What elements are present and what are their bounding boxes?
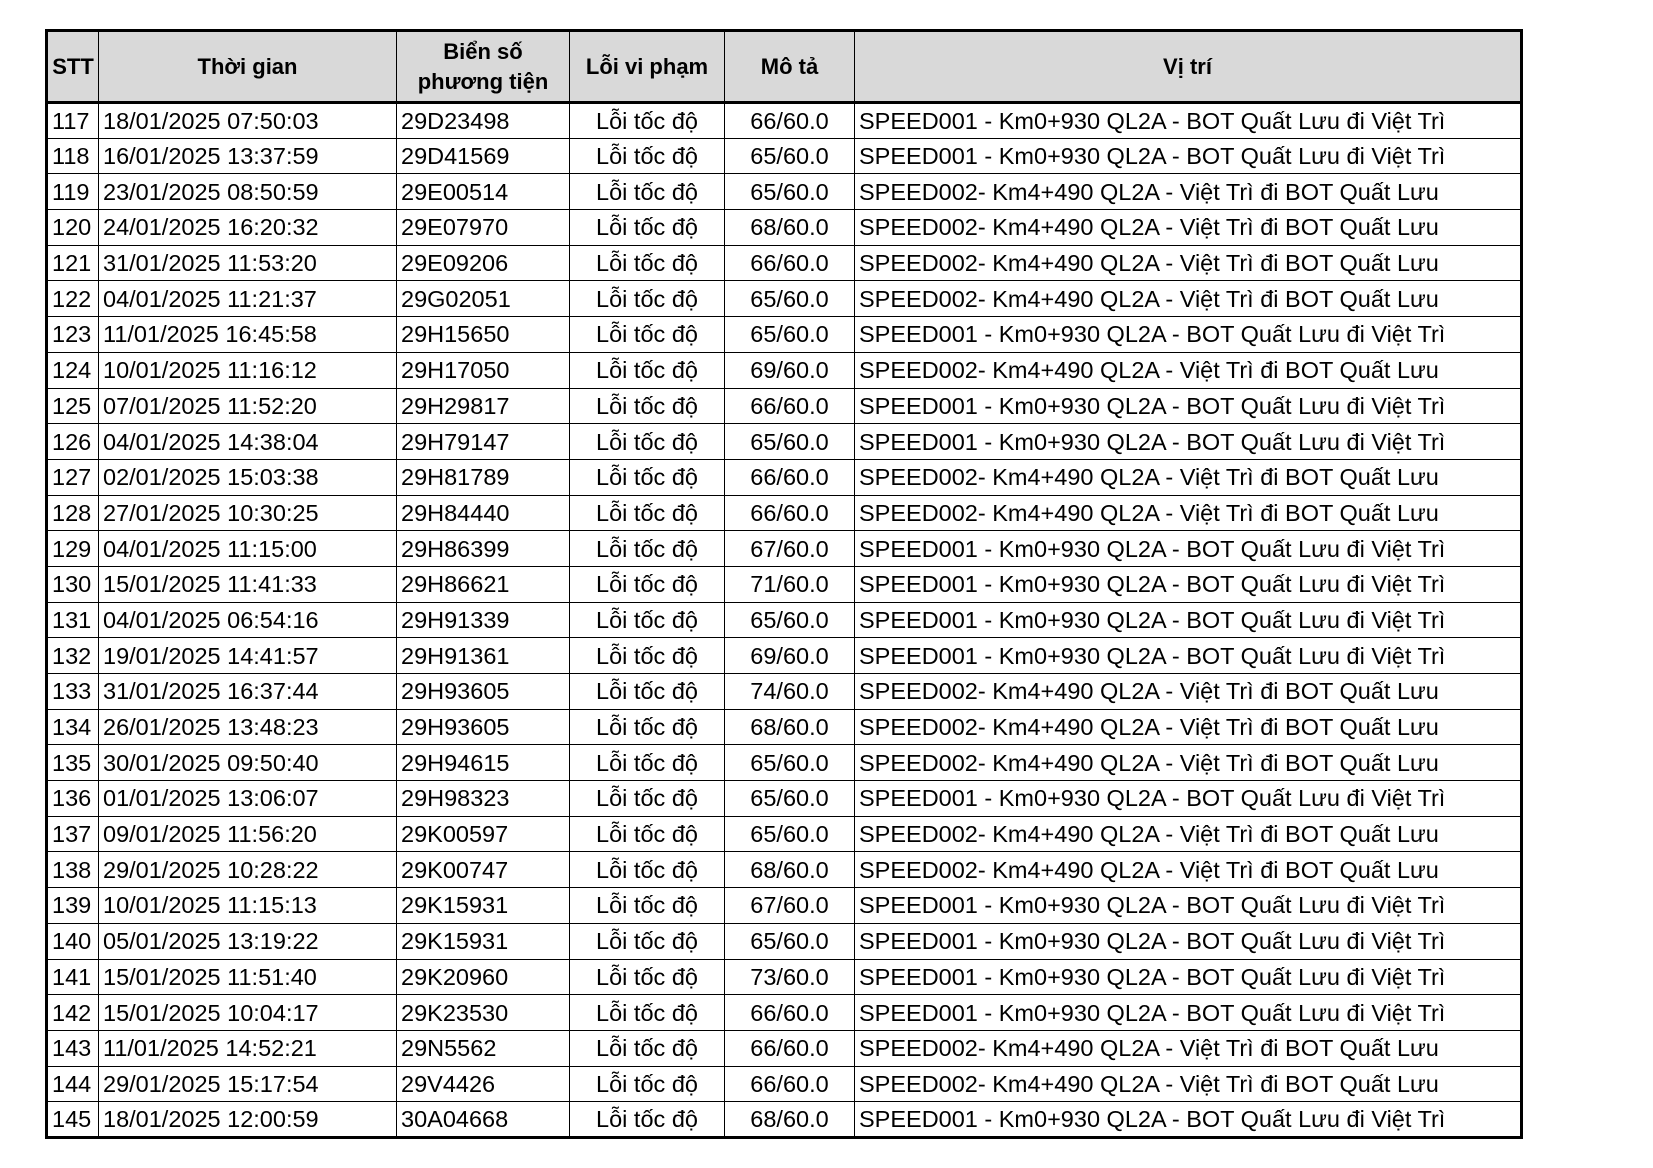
table-row <box>47 995 1522 1031</box>
table-row <box>47 709 1522 745</box>
table-row <box>47 1030 1522 1066</box>
row-time-cell: 05/01/2025 13:19:22 <box>99 923 397 959</box>
row-plate-cell: 29N5562 <box>397 1030 570 1066</box>
row-stt-cell: 145 <box>47 1102 99 1138</box>
row-time-cell: 31/01/2025 11:53:20 <box>99 245 397 281</box>
row-plate-cell: 29D41569 <box>397 138 570 174</box>
row-location-cell: SPEED001 - Km0+930 QL2A - BOT Quất Lưu đi Việt Trì <box>855 959 1522 995</box>
row-plate-cell: 29H93605 <box>397 674 570 710</box>
row-time-cell: 29/01/2025 10:28:22 <box>99 852 397 888</box>
table-row <box>47 745 1522 781</box>
row-location-cell: SPEED002- Km4+490 QL2A - Việt Trì đi BOT Quất Lưu <box>855 281 1522 317</box>
row-plate-cell: 30A04668 <box>397 1102 570 1138</box>
row-description-cell: 66/60.0 <box>725 1030 855 1066</box>
row-plate-cell: 29H98323 <box>397 781 570 817</box>
row-violation-cell: Lỗi tốc độ <box>570 495 725 531</box>
table-row <box>47 281 1522 317</box>
table-row <box>47 138 1522 174</box>
row-time-cell: 23/01/2025 08:50:59 <box>99 174 397 210</box>
row-time-cell: 19/01/2025 14:41:57 <box>99 638 397 674</box>
row-stt-cell: 117 <box>47 103 99 139</box>
row-time-cell: 11/01/2025 16:45:58 <box>99 317 397 353</box>
row-violation-cell: Lỗi tốc độ <box>570 281 725 317</box>
header-time: Thời gian <box>99 31 397 103</box>
table-row <box>47 852 1522 888</box>
row-stt-cell: 143 <box>47 1030 99 1066</box>
row-stt-cell: 141 <box>47 959 99 995</box>
row-description-cell: 69/60.0 <box>725 638 855 674</box>
row-description-cell: 65/60.0 <box>725 138 855 174</box>
row-violation-cell: Lỗi tốc độ <box>570 174 725 210</box>
row-plate-cell: 29H29817 <box>397 388 570 424</box>
table-row <box>47 174 1522 210</box>
row-location-cell: SPEED001 - Km0+930 QL2A - BOT Quất Lưu đi Việt Trì <box>855 923 1522 959</box>
row-stt-cell: 135 <box>47 745 99 781</box>
row-description-cell: 66/60.0 <box>725 459 855 495</box>
row-plate-cell: 29H94615 <box>397 745 570 781</box>
table-body <box>47 103 1522 1138</box>
table-row <box>47 210 1522 246</box>
row-time-cell: 01/01/2025 13:06:07 <box>99 781 397 817</box>
row-time-cell: 18/01/2025 12:00:59 <box>99 1102 397 1138</box>
row-time-cell: 30/01/2025 09:50:40 <box>99 745 397 781</box>
row-time-cell: 15/01/2025 11:51:40 <box>99 959 397 995</box>
header-description: Mô tả <box>725 31 855 103</box>
row-location-cell: SPEED002- Km4+490 QL2A - Việt Trì đi BOT Quất Lưu <box>855 852 1522 888</box>
row-violation-cell: Lỗi tốc độ <box>570 816 725 852</box>
row-time-cell: 29/01/2025 15:17:54 <box>99 1066 397 1102</box>
row-stt-cell: 125 <box>47 388 99 424</box>
row-description-cell: 67/60.0 <box>725 888 855 924</box>
row-description-cell: 65/60.0 <box>725 781 855 817</box>
header-row <box>47 31 1522 103</box>
row-violation-cell: Lỗi tốc độ <box>570 959 725 995</box>
table-row <box>47 388 1522 424</box>
row-time-cell: 07/01/2025 11:52:20 <box>99 388 397 424</box>
row-location-cell: SPEED001 - Km0+930 QL2A - BOT Quất Lưu đi Việt Trì <box>855 888 1522 924</box>
row-location-cell: SPEED002- Km4+490 QL2A - Việt Trì đi BOT Quất Lưu <box>855 495 1522 531</box>
header-plate: Biển số phương tiện <box>397 31 570 103</box>
row-time-cell: 02/01/2025 15:03:38 <box>99 459 397 495</box>
table-row <box>47 1102 1522 1138</box>
row-violation-cell: Lỗi tốc độ <box>570 1102 725 1138</box>
row-violation-cell: Lỗi tốc độ <box>570 638 725 674</box>
table-row <box>47 531 1522 567</box>
row-stt-cell: 121 <box>47 245 99 281</box>
row-location-cell: SPEED001 - Km0+930 QL2A - BOT Quất Lưu đi Việt Trì <box>855 995 1522 1031</box>
row-time-cell: 04/01/2025 11:21:37 <box>99 281 397 317</box>
row-plate-cell: 29E00514 <box>397 174 570 210</box>
row-description-cell: 66/60.0 <box>725 1066 855 1102</box>
row-stt-cell: 138 <box>47 852 99 888</box>
row-plate-cell: 29H17050 <box>397 352 570 388</box>
row-stt-cell: 139 <box>47 888 99 924</box>
row-violation-cell: Lỗi tốc độ <box>570 103 725 139</box>
row-stt-cell: 126 <box>47 424 99 460</box>
table-row <box>47 566 1522 602</box>
row-plate-cell: 29V4426 <box>397 1066 570 1102</box>
row-violation-cell: Lỗi tốc độ <box>570 352 725 388</box>
header-stt: STT <box>47 31 99 103</box>
table-row <box>47 923 1522 959</box>
row-stt-cell: 128 <box>47 495 99 531</box>
row-violation-cell: Lỗi tốc độ <box>570 995 725 1031</box>
row-description-cell: 65/60.0 <box>725 317 855 353</box>
row-location-cell: SPEED001 - Km0+930 QL2A - BOT Quất Lưu đi Việt Trì <box>855 103 1522 139</box>
row-description-cell: 66/60.0 <box>725 995 855 1031</box>
row-location-cell: SPEED001 - Km0+930 QL2A - BOT Quất Lưu đi Việt Trì <box>855 138 1522 174</box>
row-violation-cell: Lỗi tốc độ <box>570 709 725 745</box>
row-time-cell: 11/01/2025 14:52:21 <box>99 1030 397 1066</box>
header-location: Vị trí <box>855 31 1522 103</box>
row-stt-cell: 131 <box>47 602 99 638</box>
row-violation-cell: Lỗi tốc độ <box>570 531 725 567</box>
row-description-cell: 68/60.0 <box>725 1102 855 1138</box>
row-description-cell: 66/60.0 <box>725 245 855 281</box>
row-stt-cell: 130 <box>47 566 99 602</box>
row-location-cell: SPEED002- Km4+490 QL2A - Việt Trì đi BOT Quất Lưu <box>855 245 1522 281</box>
row-stt-cell: 122 <box>47 281 99 317</box>
table-row <box>47 459 1522 495</box>
table-row <box>47 781 1522 817</box>
row-plate-cell: 29H93605 <box>397 709 570 745</box>
row-violation-cell: Lỗi tốc độ <box>570 388 725 424</box>
row-plate-cell: 29H15650 <box>397 317 570 353</box>
row-violation-cell: Lỗi tốc độ <box>570 424 725 460</box>
row-location-cell: SPEED002- Km4+490 QL2A - Việt Trì đi BOT Quất Lưu <box>855 709 1522 745</box>
row-plate-cell: 29H84440 <box>397 495 570 531</box>
row-violation-cell: Lỗi tốc độ <box>570 602 725 638</box>
row-stt-cell: 119 <box>47 174 99 210</box>
table-row <box>47 1066 1522 1102</box>
row-location-cell: SPEED001 - Km0+930 QL2A - BOT Quất Lưu đi Việt Trì <box>855 638 1522 674</box>
row-description-cell: 65/60.0 <box>725 174 855 210</box>
row-time-cell: 31/01/2025 16:37:44 <box>99 674 397 710</box>
row-description-cell: 65/60.0 <box>725 745 855 781</box>
row-description-cell: 66/60.0 <box>725 103 855 139</box>
row-stt-cell: 140 <box>47 923 99 959</box>
row-plate-cell: 29K15931 <box>397 888 570 924</box>
row-plate-cell: 29E09206 <box>397 245 570 281</box>
row-time-cell: 26/01/2025 13:48:23 <box>99 709 397 745</box>
row-plate-cell: 29H86621 <box>397 566 570 602</box>
row-stt-cell: 127 <box>47 459 99 495</box>
row-time-cell: 10/01/2025 11:16:12 <box>99 352 397 388</box>
row-description-cell: 65/60.0 <box>725 602 855 638</box>
header-violation: Lỗi vi phạm <box>570 31 725 103</box>
row-description-cell: 66/60.0 <box>725 388 855 424</box>
row-violation-cell: Lỗi tốc độ <box>570 781 725 817</box>
row-time-cell: 04/01/2025 06:54:16 <box>99 602 397 638</box>
row-violation-cell: Lỗi tốc độ <box>570 923 725 959</box>
row-plate-cell: 29K20960 <box>397 959 570 995</box>
row-plate-cell: 29E07970 <box>397 210 570 246</box>
row-location-cell: SPEED001 - Km0+930 QL2A - BOT Quất Lưu đi Việt Trì <box>855 602 1522 638</box>
row-location-cell: SPEED002- Km4+490 QL2A - Việt Trì đi BOT Quất Lưu <box>855 210 1522 246</box>
row-plate-cell: 29H79147 <box>397 424 570 460</box>
row-stt-cell: 132 <box>47 638 99 674</box>
row-location-cell: SPEED002- Km4+490 QL2A - Việt Trì đi BOT Quất Lưu <box>855 674 1522 710</box>
row-description-cell: 74/60.0 <box>725 674 855 710</box>
row-location-cell: SPEED002- Km4+490 QL2A - Việt Trì đi BOT Quất Lưu <box>855 1030 1522 1066</box>
row-plate-cell: 29G02051 <box>397 281 570 317</box>
row-stt-cell: 123 <box>47 317 99 353</box>
row-plate-cell: 29H91339 <box>397 602 570 638</box>
table-row <box>47 424 1522 460</box>
table-row <box>47 602 1522 638</box>
row-time-cell: 18/01/2025 07:50:03 <box>99 103 397 139</box>
row-description-cell: 65/60.0 <box>725 923 855 959</box>
row-time-cell: 27/01/2025 10:30:25 <box>99 495 397 531</box>
row-violation-cell: Lỗi tốc độ <box>570 138 725 174</box>
row-violation-cell: Lỗi tốc độ <box>570 210 725 246</box>
table-row <box>47 495 1522 531</box>
row-time-cell: 15/01/2025 10:04:17 <box>99 995 397 1031</box>
row-stt-cell: 124 <box>47 352 99 388</box>
row-violation-cell: Lỗi tốc độ <box>570 459 725 495</box>
row-time-cell: 04/01/2025 14:38:04 <box>99 424 397 460</box>
row-location-cell: SPEED001 - Km0+930 QL2A - BOT Quất Lưu đi Việt Trì <box>855 388 1522 424</box>
row-plate-cell: 29H81789 <box>397 459 570 495</box>
row-description-cell: 65/60.0 <box>725 816 855 852</box>
row-plate-cell: 29K00597 <box>397 816 570 852</box>
table-row <box>47 317 1522 353</box>
table-row <box>47 638 1522 674</box>
row-time-cell: 16/01/2025 13:37:59 <box>99 138 397 174</box>
table-row <box>47 816 1522 852</box>
table-row <box>47 888 1522 924</box>
row-time-cell: 10/01/2025 11:15:13 <box>99 888 397 924</box>
row-description-cell: 73/60.0 <box>725 959 855 995</box>
row-stt-cell: 137 <box>47 816 99 852</box>
row-plate-cell: 29H91361 <box>397 638 570 674</box>
row-violation-cell: Lỗi tốc độ <box>570 745 725 781</box>
violations-table <box>45 29 1523 1139</box>
row-location-cell: SPEED001 - Km0+930 QL2A - BOT Quất Lưu đi Việt Trì <box>855 531 1522 567</box>
row-time-cell: 24/01/2025 16:20:32 <box>99 210 397 246</box>
row-location-cell: SPEED002- Km4+490 QL2A - Việt Trì đi BOT Quất Lưu <box>855 745 1522 781</box>
row-time-cell: 04/01/2025 11:15:00 <box>99 531 397 567</box>
row-description-cell: 68/60.0 <box>725 852 855 888</box>
row-location-cell: SPEED002- Km4+490 QL2A - Việt Trì đi BOT Quất Lưu <box>855 352 1522 388</box>
row-violation-cell: Lỗi tốc độ <box>570 317 725 353</box>
row-stt-cell: 136 <box>47 781 99 817</box>
row-location-cell: SPEED001 - Km0+930 QL2A - BOT Quất Lưu đi Việt Trì <box>855 317 1522 353</box>
row-description-cell: 65/60.0 <box>725 281 855 317</box>
row-description-cell: 67/60.0 <box>725 531 855 567</box>
row-stt-cell: 118 <box>47 138 99 174</box>
table-row <box>47 352 1522 388</box>
row-location-cell: SPEED001 - Km0+930 QL2A - BOT Quất Lưu đi Việt Trì <box>855 781 1522 817</box>
row-violation-cell: Lỗi tốc độ <box>570 245 725 281</box>
row-time-cell: 15/01/2025 11:41:33 <box>99 566 397 602</box>
row-violation-cell: Lỗi tốc độ <box>570 1066 725 1102</box>
row-time-cell: 09/01/2025 11:56:20 <box>99 816 397 852</box>
table-header <box>47 31 1522 103</box>
row-location-cell: SPEED001 - Km0+930 QL2A - BOT Quất Lưu đi Việt Trì <box>855 566 1522 602</box>
row-description-cell: 71/60.0 <box>725 566 855 602</box>
row-stt-cell: 134 <box>47 709 99 745</box>
row-plate-cell: 29K15931 <box>397 923 570 959</box>
row-description-cell: 66/60.0 <box>725 495 855 531</box>
row-location-cell: SPEED001 - Km0+930 QL2A - BOT Quất Lưu đi Việt Trì <box>855 1102 1522 1138</box>
row-description-cell: 69/60.0 <box>725 352 855 388</box>
row-stt-cell: 144 <box>47 1066 99 1102</box>
row-location-cell: SPEED002- Km4+490 QL2A - Việt Trì đi BOT Quất Lưu <box>855 459 1522 495</box>
table-row <box>47 245 1522 281</box>
row-violation-cell: Lỗi tốc độ <box>570 852 725 888</box>
row-violation-cell: Lỗi tốc độ <box>570 674 725 710</box>
row-stt-cell: 120 <box>47 210 99 246</box>
row-location-cell: SPEED002- Km4+490 QL2A - Việt Trì đi BOT Quất Lưu <box>855 816 1522 852</box>
row-stt-cell: 133 <box>47 674 99 710</box>
row-plate-cell: 29H86399 <box>397 531 570 567</box>
row-violation-cell: Lỗi tốc độ <box>570 566 725 602</box>
row-location-cell: SPEED002- Km4+490 QL2A - Việt Trì đi BOT Quất Lưu <box>855 1066 1522 1102</box>
row-plate-cell: 29K00747 <box>397 852 570 888</box>
table-row <box>47 103 1522 139</box>
row-description-cell: 68/60.0 <box>725 709 855 745</box>
table-row <box>47 674 1522 710</box>
row-violation-cell: Lỗi tốc độ <box>570 888 725 924</box>
row-description-cell: 68/60.0 <box>725 210 855 246</box>
row-stt-cell: 129 <box>47 531 99 567</box>
row-violation-cell: Lỗi tốc độ <box>570 1030 725 1066</box>
row-stt-cell: 142 <box>47 995 99 1031</box>
row-plate-cell: 29D23498 <box>397 103 570 139</box>
row-description-cell: 65/60.0 <box>725 424 855 460</box>
row-location-cell: SPEED001 - Km0+930 QL2A - BOT Quất Lưu đi Việt Trì <box>855 424 1522 460</box>
row-location-cell: SPEED002- Km4+490 QL2A - Việt Trì đi BOT Quất Lưu <box>855 174 1522 210</box>
table-row <box>47 959 1522 995</box>
row-plate-cell: 29K23530 <box>397 995 570 1031</box>
